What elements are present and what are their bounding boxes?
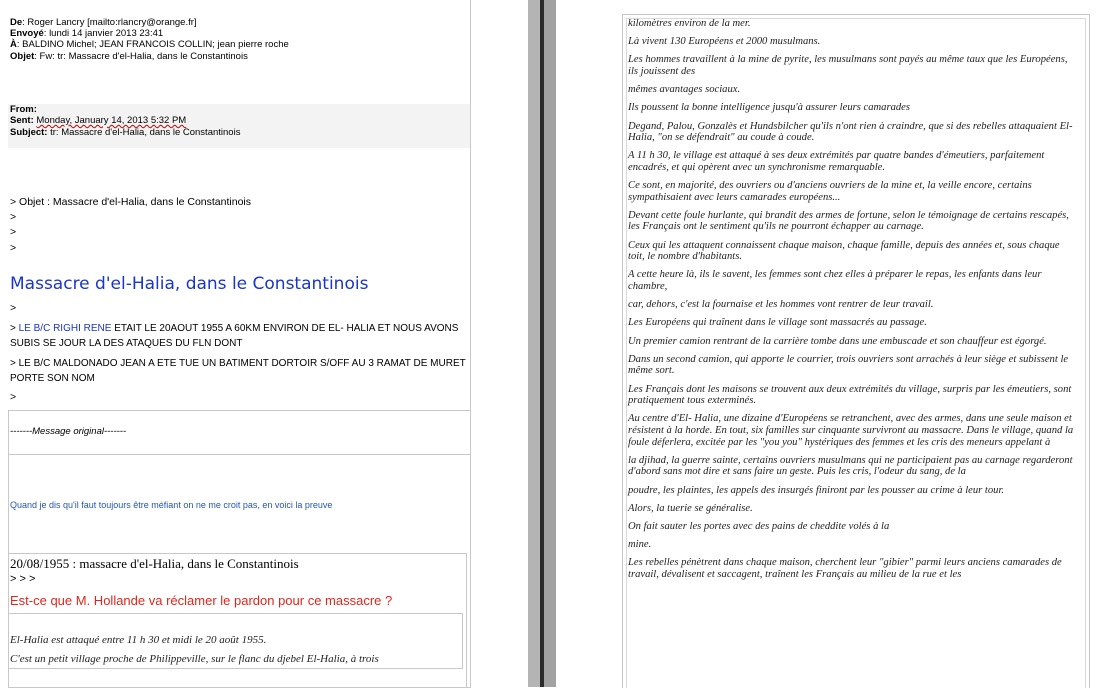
article-paragraph: Devant cette foule hurlante, qui brandit des armes de fortune, selon le témoignage de certains rescapés, les Français ont le sentiment qu'ils ne pourront échapper au carnage. bbox=[628, 209, 1069, 233]
forward-subject-line: Subject: tr: Massacre d'el-Halia, dans le Constantinois bbox=[10, 127, 241, 138]
forward-header-band bbox=[8, 104, 470, 148]
article-paragraph: mêmes avantages sociaux. bbox=[628, 84, 741, 96]
quote-marker: > bbox=[10, 391, 17, 403]
quoted-subject: > Objet : Massacre d'el-Halia, dans le Constantinois bbox=[10, 196, 251, 208]
article-line-2: C'est un petit village proche de Philippeville, sur le flanc du djebel El-Halia, à trois bbox=[10, 653, 379, 665]
sent-line: Envoyé: lundi 14 janvier 2013 23:41 bbox=[10, 28, 164, 39]
article-date-title: 20/08/1955 : massacre d'el-Halia, dans le Constantinois bbox=[10, 556, 299, 571]
article-paragraph: la djihad, la guerre sainte, certains ouvriers musulmans qui ne participaient pas au carnage regarderont d'abord sans mot dire et sans faire un geste. Puis les cris, l'odeur du sang, de la bbox=[628, 454, 1073, 478]
to-line: À: BALDINO Michel; JEAN FRANCOIS COLLIN; jean pierre roche bbox=[10, 39, 289, 50]
article-paragraph: Un premier camion rentrant de la carrière tombe dans une embuscade et son chauffeur est égorgé. bbox=[628, 335, 1047, 347]
article-page bbox=[556, 0, 1099, 687]
article-paragraph: Les rebelles pénètrent dans chaque maison, cherchent leur "gibier" parmi leurs anciens camarades de travail, dévalisent et saccagent, traînent les Français au milieu de la rue et les bbox=[628, 557, 1062, 580]
article-paragraph: car, dehors, c'est la fournaise et les hommes vont rentrer de leur travail. bbox=[628, 299, 934, 311]
forward-from-line: From: bbox=[10, 104, 37, 115]
article-paragraph: Dans un second camion, qui apporte le courrier, trois ouvriers sont arrachés à leur siège et subissent le même sort. bbox=[628, 353, 1069, 377]
article-paragraph: Ceux qui les attaquent connaissent chaque maison, chaque famille, depuis des années et, sous chaque toit, le nombre d'habitants. bbox=[628, 239, 1060, 263]
message-original-label: -------Message original------- bbox=[10, 426, 127, 437]
email-page bbox=[0, 0, 528, 687]
quote-arrows: > > > bbox=[10, 573, 36, 585]
page-gutter bbox=[528, 0, 556, 687]
forward-sent-line: Sent: Monday, January 14, 2013 5:32 PM bbox=[10, 115, 187, 126]
quote-marker: > bbox=[10, 211, 17, 223]
article-text bbox=[628, 18, 1078, 587]
article-paragraph: Ce sont, en majorité, des ouvriers ou d'anciens ouvriers de la mine et, la veille encore, certains sympathisaient avec leurs camarades européens... bbox=[628, 180, 1032, 203]
article-paragraph: poudre, les plaintes, les appels des insurgés finiront par les pousser au crime à leur tour. bbox=[628, 484, 1005, 496]
massacre-title: Massacre d'el-Halia, dans le Constantinois bbox=[10, 274, 369, 294]
article-paragraph: A 11 h 30, le village est attaqué à ses deux extrémités par quatre bandes d'émeutiers, parfaitement encadrés, et qui opèrent avec un synchronisme remarquable. bbox=[628, 150, 1045, 173]
quote-marker: > bbox=[10, 226, 17, 238]
article-paragraph: Les Français dont les maisons se trouvent aux deux extrémités du village, surpris par les émeutiers, sont pratiquement tous exterminés. bbox=[628, 383, 1072, 407]
hollande-question: Est-ce que M. Hollande va réclamer le pardon pour ce massacre ? bbox=[10, 593, 393, 608]
from-line: De: Roger Lancry [mailto:rlancry@orange.fr] bbox=[10, 17, 197, 28]
article-paragraph: On fait sauter les portes avec des pains de cheddite volés à la bbox=[628, 520, 890, 532]
article-paragraph: A cette heure là, ils le savent, les femmes sont chez elles à préparer le repas, les enfants dans leur chambre, bbox=[628, 269, 1042, 293]
article-paragraph: kilomètres environ de la mer. bbox=[628, 18, 751, 29]
article-line-1: El-Halia est attaqué entre 11 h 30 et midi le 20 août 1955. bbox=[10, 634, 267, 646]
article-paragraph: Au centre d'El- Halia, une dizaine d'Européens se retranchent, avec des armes, dans une seule maison et résistent à la horde. En tout, six familles sur cinquante survivront au massacre. Dans le village, quand la foule déferlera, excitée par les "you you" hystériques des femmes et les cris des meneurs appelant à bbox=[628, 413, 1074, 448]
preuve-line: Quand je dis qu'il faut toujours être méfiant on ne me croit pas, en voici la preuve bbox=[10, 500, 333, 510]
subject-line: Objet: Fw: tr: Massacre d'el-Halia, dans le Constantinois bbox=[10, 51, 248, 62]
article-paragraph: Les hommes travaillent à la mine de pyrite, les musulmans sont payés au même taux que les Européens, ils jouissent des bbox=[628, 54, 1068, 77]
article-paragraph: Ils poussent la bonne intelligence jusqu'à assurer leurs camarades bbox=[628, 102, 910, 114]
article-paragraph: Degand, Palou, Gonzalès et Hundsbilcher qu'ils n'ont rien à craindre, que si des rebelles attaquaient El-Halia, "on se défendrait" au coude à coude. bbox=[628, 120, 1073, 144]
article-paragraph: Là vivent 130 Européens et 2000 musulmans. bbox=[628, 36, 821, 48]
quote-marker: > bbox=[10, 302, 17, 314]
article-paragraph: Les Européens qui traînent dans le village sont massacrés au passage. bbox=[628, 317, 927, 329]
caps-paragraph-1: > LE B/C RIGHI RENE ETAIT LE 20AOUT 1955 A 60KM ENVIRON DE EL- HALIA ET NOUS AVONS SUBIS SE JOUR LA DES ATAQUES DU FLN DONT bbox=[10, 323, 459, 349]
quote-marker: > bbox=[10, 242, 17, 254]
article-paragraph: mine. bbox=[628, 539, 652, 551]
article-paragraph: Alors, la tuerie se généralise. bbox=[628, 502, 753, 514]
caps-paragraph-2: > LE B/C MALDONADO JEAN A ETE TUE UN BATIMENT DORTOIR S/OFF AU 3 RAMAT DE MURET PORTE SON NOM bbox=[10, 358, 466, 384]
